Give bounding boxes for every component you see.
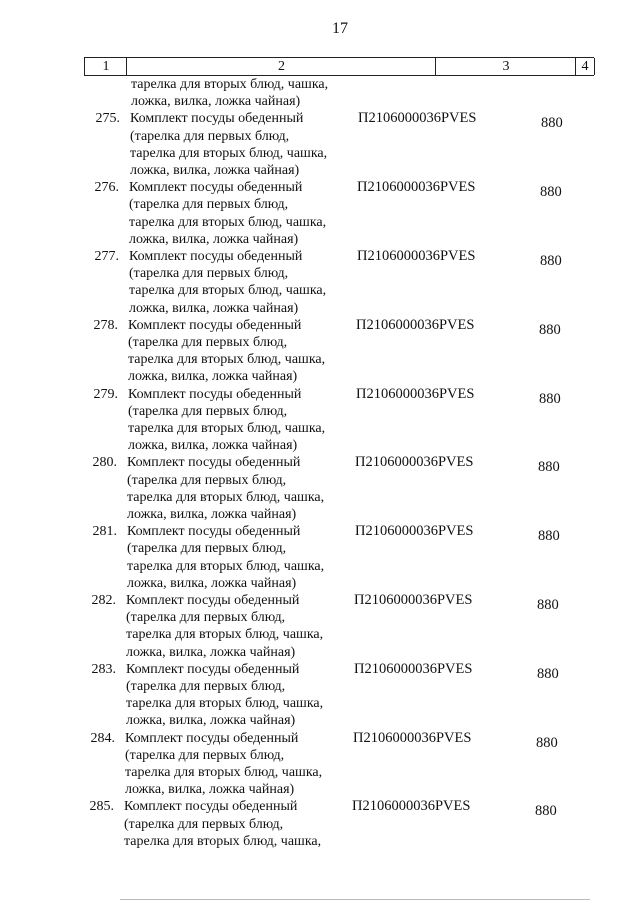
- column-header-2: 2: [126, 58, 436, 75]
- row-number: 279.: [93, 386, 118, 402]
- item-description-line: (тарелка для первых блюд,: [129, 197, 289, 213]
- item-code: П2106000036PVES: [356, 316, 475, 333]
- item-quantity: 880: [535, 803, 557, 820]
- item-quantity: 880: [539, 321, 561, 338]
- item-description-line: ложка, вилка, ложка чайная): [125, 782, 295, 798]
- item-code: П2106000036PVES: [357, 179, 476, 196]
- item-description-line: (тарелка для первых блюд,: [127, 541, 287, 557]
- item-description-line: (тарелка для первых блюд,: [126, 610, 286, 626]
- row-number: 276.: [94, 180, 119, 196]
- item-description-line: Комплект посуды обеденный: [128, 386, 302, 402]
- item-quantity: 880: [541, 115, 563, 132]
- item-code: П2106000036PVES: [358, 110, 477, 127]
- row-number: 278.: [93, 317, 118, 333]
- item-description-line: (тарелка для первых блюд,: [126, 679, 286, 694]
- item-code: П2106000036PVES: [354, 660, 473, 677]
- row-number: 280.: [92, 455, 117, 471]
- row-number: 283.: [91, 661, 116, 677]
- row-number: 275.: [95, 111, 120, 127]
- item-description-line: тарелка для вторых блюд, чашка,: [124, 833, 322, 849]
- item-description-line: (тарелка для первых блюд,: [127, 472, 287, 488]
- item-description-line: ложка, вилка, ложка чайная): [129, 231, 299, 247]
- item-description-line: Комплект посуды обеденный: [127, 455, 301, 471]
- item-description-line: Комплект посуды обеденный: [126, 661, 300, 677]
- item-quantity: 880: [539, 390, 561, 407]
- item-code: П2106000036PVES: [356, 385, 475, 402]
- item-description-line: тарелка для вторых блюд, чашка,: [126, 696, 324, 712]
- item-description-line: тарелка для вторых блюд, чашка,: [129, 283, 327, 299]
- item-code: П2106000036PVES: [355, 523, 474, 540]
- item-code: П2106000036PVES: [354, 592, 473, 608]
- item-description-line: Комплект посуды обеденный: [126, 593, 300, 608]
- continuation-line: тарелка для вторых блюд, чашка,: [131, 77, 329, 92]
- item-quantity: 880: [536, 734, 558, 751]
- item-quantity: 880: [538, 528, 560, 545]
- item-description-line: Комплект посуды обеденный: [125, 730, 299, 746]
- item-description-line: Комплект посуды обеденный: [127, 524, 301, 540]
- item-quantity: 880: [538, 459, 560, 476]
- item-quantity: 880: [537, 665, 559, 682]
- item-description-line: ложка, вилка, ложка чайная): [129, 300, 299, 316]
- item-code: П2106000036PVES: [352, 798, 471, 815]
- item-description-line: (тарелка для первых блюд,: [125, 747, 285, 763]
- column-header-1: 1: [84, 58, 127, 75]
- item-description-line: Комплект посуды обеденный: [129, 249, 303, 264]
- item-description-line: Комплект посуды обеденный: [128, 317, 302, 333]
- item-description-line: Комплект посуды обеденный: [124, 799, 298, 815]
- item-description-line: тарелка для вторых блюд, чашка,: [129, 214, 327, 230]
- item-description-line: тарелка для вторых блюд, чашка,: [127, 489, 325, 505]
- item-description-line: (тарелка для первых блюд,: [129, 266, 289, 282]
- page-number: 17: [332, 20, 348, 37]
- item-code: П2106000036PVES: [355, 454, 474, 471]
- item-description-line: (тарелка для первых блюд,: [128, 335, 288, 350]
- item-description-line: тарелка для вторых блюд, чашка,: [130, 145, 328, 161]
- item-description-line: ложка, вилка, ложка чайная): [127, 507, 297, 522]
- row-number: 277.: [94, 249, 119, 264]
- item-code: П2106000036PVES: [357, 248, 476, 264]
- item-description-line: ложка, вилка, ложка чайная): [126, 713, 296, 729]
- item-description-line: (тарелка для первых блюд,: [128, 403, 288, 419]
- item-description-line: (тарелка для первых блюд,: [130, 128, 290, 144]
- item-description-line: ложка, вилка, ложка чайная): [128, 438, 298, 454]
- item-description-line: Комплект посуды обеденный: [129, 180, 303, 196]
- item-quantity: 880: [537, 597, 559, 613]
- table-header: [84, 57, 594, 76]
- item-description-line: ложка, вилка, ложка чайная): [127, 575, 297, 591]
- row-number: 284.: [90, 730, 115, 746]
- column-header-3: 3: [435, 58, 576, 75]
- item-description-line: Комплект посуды обеденный: [130, 111, 304, 127]
- item-description-line: тарелка для вторых блюд, чашка,: [128, 352, 326, 368]
- item-description-line: (тарелка для первых блюд,: [124, 816, 284, 832]
- item-quantity: 880: [540, 184, 562, 201]
- item-description-line: тарелка для вторых блюд, чашка,: [127, 558, 325, 574]
- row-number: 282.: [91, 593, 116, 608]
- item-description-line: ложка, вилка, ложка чайная): [128, 369, 298, 385]
- item-code: П2106000036PVES: [353, 729, 472, 746]
- item-description-line: ложка, вилка, ложка чайная): [130, 163, 300, 178]
- item-description-line: тарелка для вторых блюд, чашка,: [126, 627, 324, 643]
- column-header-4: 4: [575, 58, 595, 75]
- row-number: 285.: [89, 799, 114, 815]
- item-description-line: ложка, вилка, ложка чайная): [126, 644, 296, 660]
- continuation-line: ложка, вилка, ложка чайная): [131, 94, 301, 110]
- page-bottom-edge: [120, 899, 590, 900]
- item-quantity: 880: [540, 253, 562, 269]
- item-description-line: тарелка для вторых блюд, чашка,: [125, 765, 323, 780]
- item-description-line: тарелка для вторых блюд, чашка,: [128, 421, 326, 436]
- row-number: 281.: [92, 524, 117, 540]
